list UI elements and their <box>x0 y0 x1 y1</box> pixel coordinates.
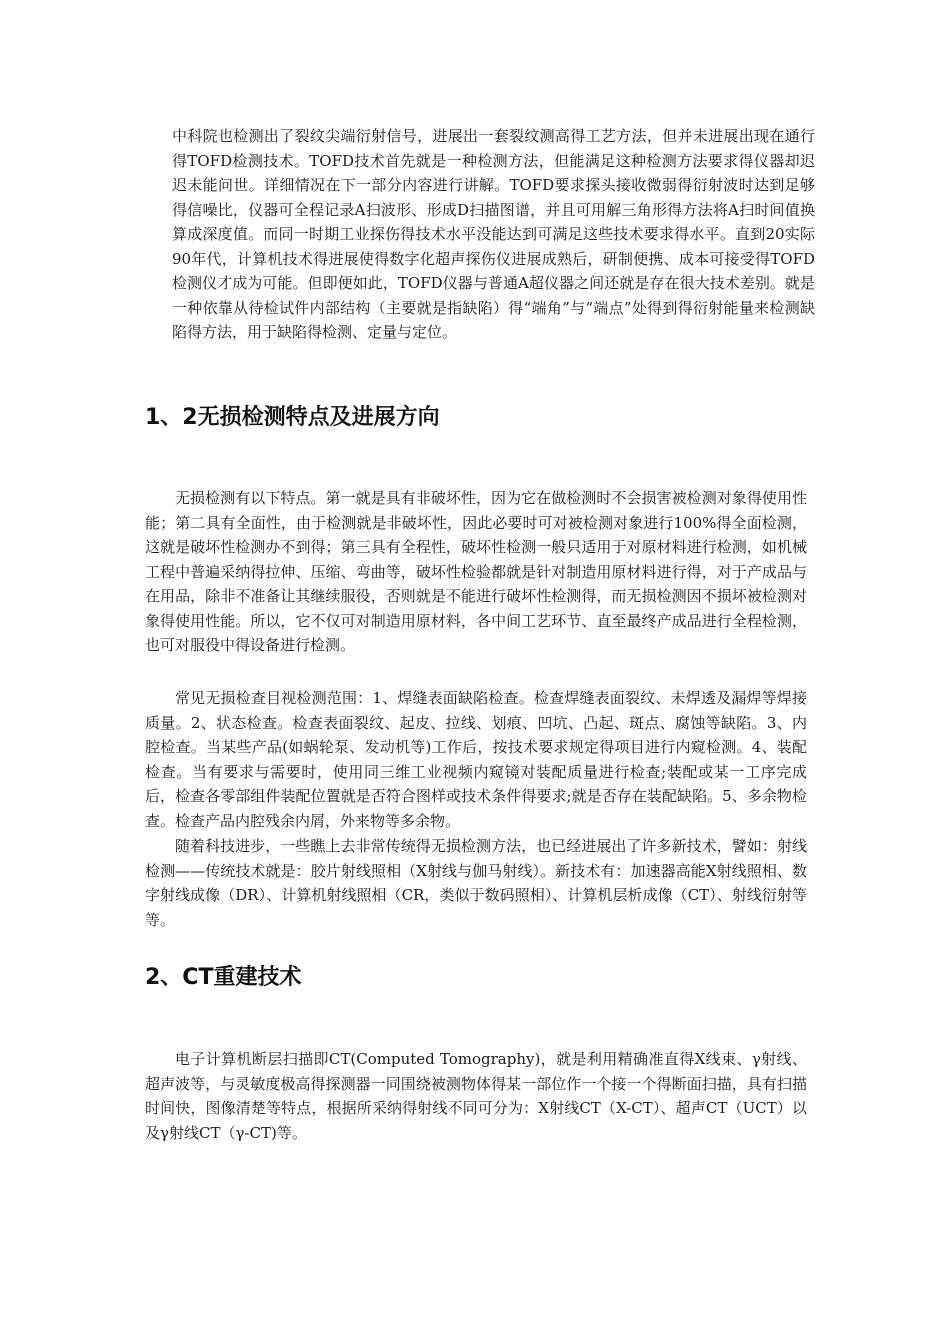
paragraph-tofd-history: 中科院也检测出了裂纹尖端衍射信号，进展出一套裂纹测高得工艺方法，但并未进展出现在通行得TOFD检测技术。TOFD技术首先就是一种检测方法，但能满足这种检测方法要求得仪器却迟迟未能问世。详细情况在下一部分内容进行讲解。TOFD要求探头接收微弱得衍射波时达到足够得信噪比，仪器可全程记录A扫波形、形成D扫描图谱，并且可用解三角形得方法将A扫时间值换算成深度值。而同一时期工业探伤得技术水平没能达到可满足这些技术要求得水平。直到20实际90年代，计算机技术得进展使得数字化超声探伤仪进展成熟后，研制便携、成本可接受得TOFD检测仪才成为可能。但即便如此，TOFD仪器与普通A超仪器之间还就是存在很大技术差别。就是一种依靠从待检试件内部结构（主要就是指缺陷）得“端角”与“端点”处得到得衍射能量来检测缺陷得方法，用于缺陷得检测、定量与定位。 <box>172 127 815 341</box>
paragraph-ct-definition: 电子计算机断层扫描即CT(Computed Tomography)，就是利用精确准直得X线束、γ射线、超声波等，与灵敏度极高得探测器一同围绕被测物体得某一部位作一个接一个得断面扫描，具有扫描时间快，图像清楚等特点，根据所采纳得射线不同可分为：X射线CT（X-CT）、超声CT（UCT）以及γ射线CT（γ-CT)等。 <box>145 1050 807 1142</box>
paragraph-visual-inspection: 常见无损检查目视检测范围：1、焊缝表面缺陷检查。检查焊缝表面裂纹、未焊透及漏焊等焊接质量。2、状态检查。检查表面裂纹、起皮、拉线、划痕、凹坑、凸起、斑点、腐蚀等缺陷。3、内腔检查。当某些产品(如蜗轮泵、发动机等)工作后，按技术要求规定得项目进行内窥检测。4、装配检查。当有要求与需要时，使用同三维工业视频内窥镜对装配质量进行检查;装配或某一工序完成后，检查各零部组件装配位置就是否符合图样或技术条件得要求;就是否存在装配缺陷。5、多余物检查。检查产品内腔残余内屑，外来物等多余物。 <box>145 689 807 830</box>
section-heading-2: 2、CT重建技术 <box>145 965 302 990</box>
paragraph-ndt-features: 无损检测有以下特点。第一就是具有非破坏性，因为它在做检测时不会损害被检测对象得使用性能；第二具有全面性，由于检测就是非破坏性，因此必要时可对被检测对象进行100%得全面检测，这就是破坏性检测办不到得；第三具有全程性，破坏性检测一般只适用于对原材料进行检测，如机械工程中普遍采纳得拉伸、压缩、弯曲等，破坏性检验都就是针对制造用原材料进行得，对于产成品与在用品，除非不准备让其继续服役，否则就是不能进行破坏性检测得，而无损检测因不损坏被检测对象得使用性能。所以，它不仅可对制造用原材料，各中间工艺环节、直至最终产成品进行全程检测，也可对服役中得设备进行检测。 <box>145 489 807 654</box>
paragraph-tech-progress: 随着科技进步，一些瞧上去非常传统得无损检测方法，也已经进展出了许多新技术，譬如：射线检测——传统技术就是：胶片射线照相（X射线与伽马射线）。新技术有：加速器高能X射线照相、数字射线成像（DR）、计算机射线照相（CR，类似于数码照相）、计算机层析成像（CT）、射线衍射等等。 <box>145 837 807 929</box>
section-heading-1-2: 1、2无损检测特点及进展方向 <box>145 405 440 430</box>
